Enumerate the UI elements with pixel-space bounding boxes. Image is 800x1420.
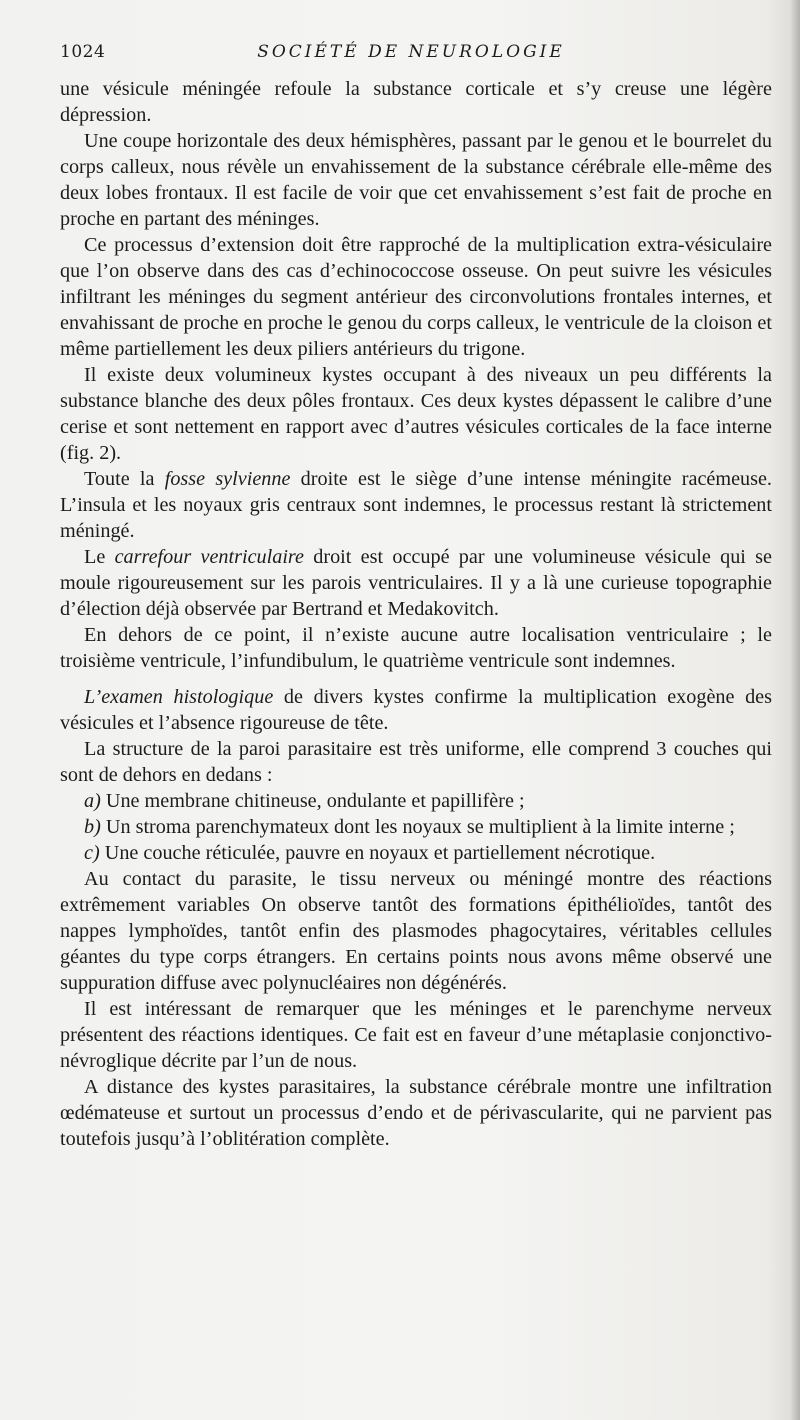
text-run: Une membrane chitineuse, ondulante et papillifère ; bbox=[100, 790, 525, 812]
italic-term: carrefour ventriculaire bbox=[114, 546, 304, 568]
body-text bbox=[60, 76, 772, 1152]
text-run: Une couche réticulée, pauvre en noyaux et partiellement nécrotique. bbox=[99, 842, 656, 864]
paragraph: Il est intéressant de remarquer que les méninges et le parenchyme nerveux présentent des réactions identiques. Ce fait est en faveur d’une métaplasie conjonctivo-névroglique décrite par l’un de nous. bbox=[60, 998, 772, 1072]
paragraph bbox=[60, 544, 772, 622]
text-run: Toute la bbox=[84, 468, 165, 490]
paragraph: Au contact du parasite, le tissu nerveux ou méningé montre des réactions extrêmement variables On observe tantôt des formations épithélioïdes, tantôt des nappes lymphoïdes, tantôt enfin des plasmodes phagocytaires, véritables cellules géantes du type corps étrangers. En certains points nous avons même observé une suppuration diffuse avec polynucléaires non dégénérés. bbox=[60, 868, 772, 994]
running-head: SOCIÉTÉ DE NEUROLOGIE bbox=[257, 42, 565, 62]
paragraph: Il existe deux volumineux kystes occupant à des niveaux un peu différents la substance blanche des deux pôles frontaux. Ces deux kystes dépassent le calibre d’une cerise et sont nettement en rapport avec d’autres vésicules corticales de la face interne (fig. 2). bbox=[60, 364, 772, 464]
paragraph: Une coupe horizontale des deux hémisphères, passant par le genou et le bourrelet du corps calleux, nous révèle un envahissement de la substance cérébrale elle-même des deux lobes frontaux. Il est facile de voir que cet envahissement s’est fait de proche en proche en partant des méninges. bbox=[60, 130, 772, 230]
text-run: Le bbox=[84, 546, 115, 568]
paragraph: A distance des kystes parasitaires, la substance cérébrale montre une infiltration œdémateuse et surtout un processus d’endo et de périvascularite, qui ne parvient pas toutefois jusqu’à l’oblitération complète. bbox=[60, 1076, 772, 1150]
paragraph bbox=[60, 466, 772, 544]
text-run: droite est le siège d’une intense méningite racémeuse. L’insula et les noyaux gris centraux sont indemnes, le processus restant là strictement méningé. bbox=[60, 468, 772, 542]
paragraph: une vésicule méningée refoule la substance corticale et s’y creuse une légère dépression. bbox=[60, 78, 772, 126]
paragraph: La structure de la paroi parasitaire est très uniforme, elle comprend 3 couches qui sont de dehors en dedans : bbox=[60, 738, 772, 786]
text-run: Un stroma parenchymateux dont les noyaux se multiplient à la limite interne ; bbox=[100, 816, 735, 838]
page-number: 1024 bbox=[60, 42, 106, 62]
page-edge-shadow bbox=[790, 0, 800, 1420]
paragraph: En dehors de ce point, il n’existe aucune autre localisation ventriculaire ; le troisième ventricule, l’infundibulum, le quatrième ventricule sont indemnes. bbox=[60, 624, 772, 672]
list-item bbox=[60, 814, 772, 840]
list-marker: b) bbox=[84, 816, 101, 838]
list-item bbox=[60, 840, 772, 866]
paragraph: Ce processus d’extension doit être rapproché de la multiplication extra-vésiculaire que l’on observe dans des cas d’echinococcose osseuse. On peut suivre les vésicules infiltrant les méninges du segment antérieur des circonvolutions frontales internes, et envahissant de proche en proche le genou du corps calleux, le ventricule de la cloison et même partiellement les deux piliers antérieurs du trigone. bbox=[60, 234, 772, 360]
list-marker: a) bbox=[84, 790, 101, 812]
paragraph bbox=[60, 684, 772, 736]
list-item bbox=[60, 788, 772, 814]
italic-term: fosse sylvienne bbox=[164, 468, 291, 490]
italic-term: L’examen histologique bbox=[84, 686, 274, 708]
page-header bbox=[60, 42, 762, 70]
list-marker: c) bbox=[84, 842, 100, 864]
text-run: de divers kystes confirme la multiplication exogène des vésicules et l’absence rigoureuse de tête. bbox=[60, 686, 772, 734]
text-run: droit est occupé par une volumineuse vésicule qui se moule rigoureusement sur les parois ventriculaires. Il y a là une curieuse topographie d’élection déjà observée par Bertrand et Medakovitch. bbox=[60, 546, 772, 620]
